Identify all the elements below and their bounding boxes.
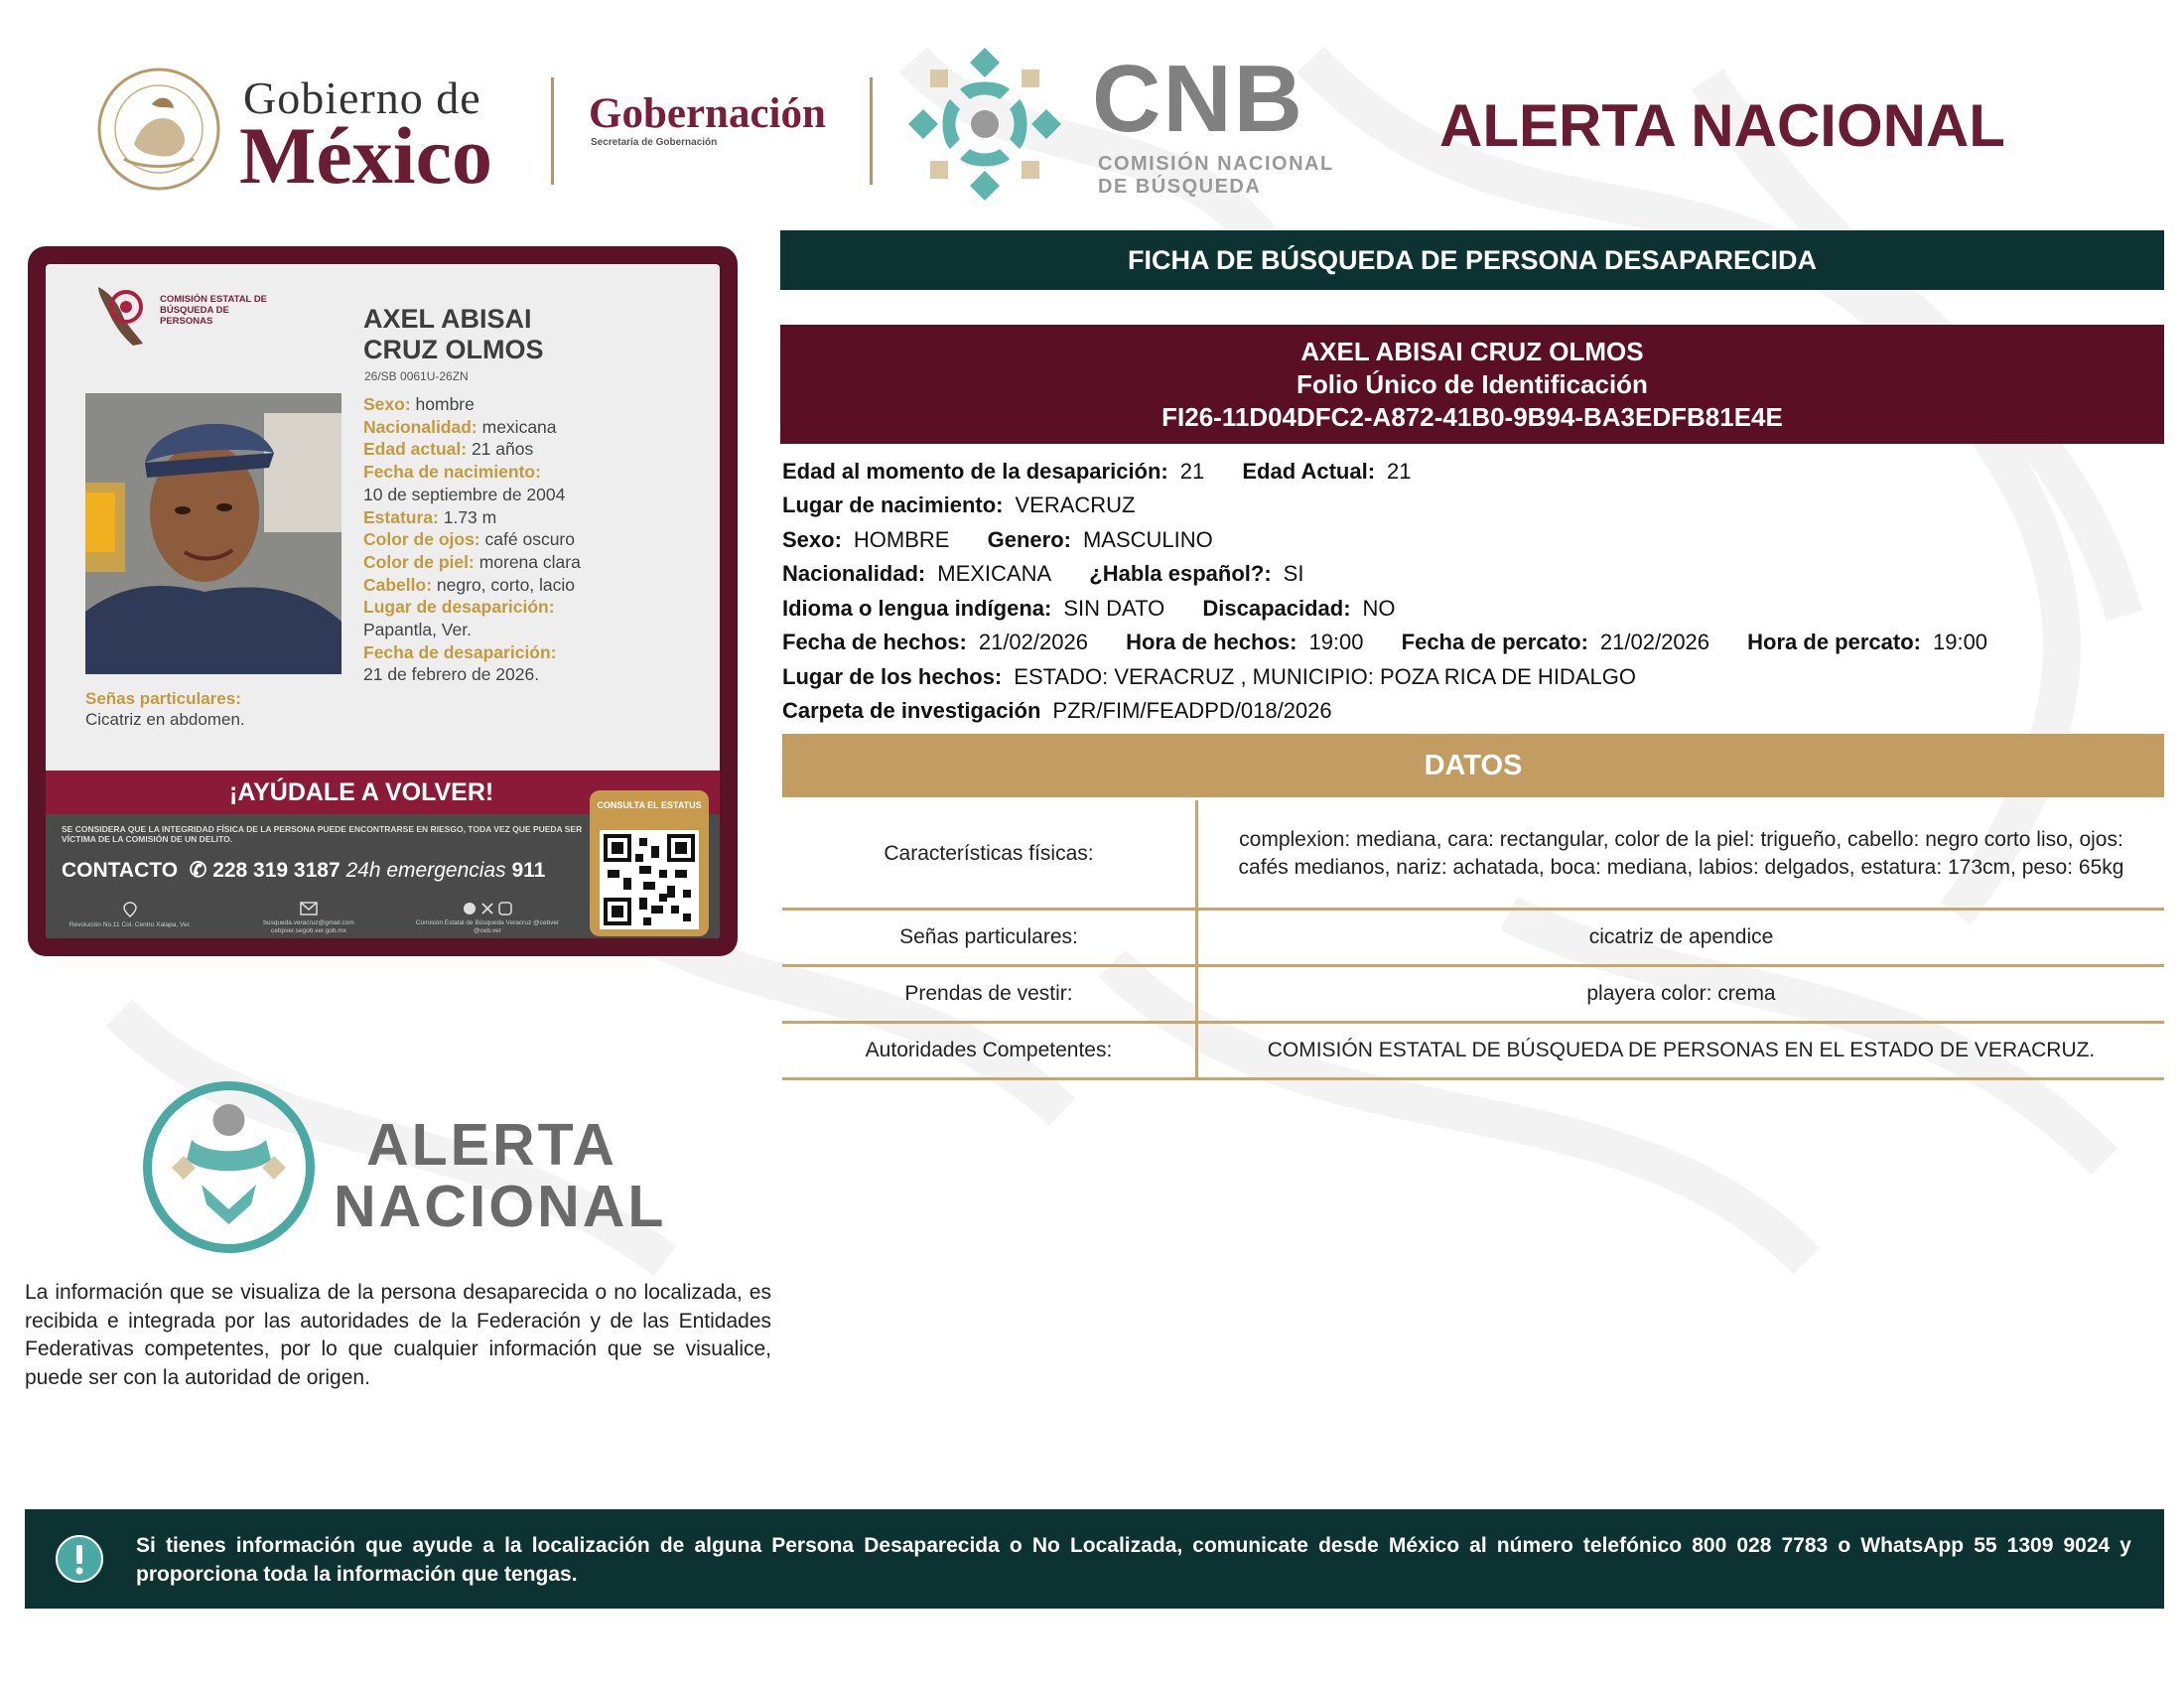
disclaimer: La información que se visualiza de la persona desaparecida o no localizada, es recibida e integrada por las autoridades de la Federación y de las Entidades Federativas competentes, por lo que cualquier información que se visualice, puede ser con la autoridad de origen.	[25, 1281, 771, 1389]
cnb-logo-text: CNB	[1092, 46, 1304, 152]
field-value: NO	[1362, 596, 1396, 621]
poster-field-value: café oscuro	[484, 529, 575, 550]
contact-label: CONTACTO	[62, 859, 179, 882]
poster-field-value: 21 de febrero de 2026.	[363, 664, 540, 685]
field-row	[782, 527, 1245, 553]
poster-field-value: 10 de septiembre de 2004	[363, 484, 566, 504]
field-value: 19:00	[1932, 630, 1988, 654]
poster-field-label: Color de piel:	[363, 551, 475, 572]
datos-label: Señas particulares:	[782, 910, 1197, 966]
search-poster	[28, 246, 738, 956]
poster-field-label: Sexo:	[363, 394, 411, 414]
poster-social	[413, 902, 562, 935]
poster-field	[363, 461, 711, 484]
poster-field-value: negro, corto, lacio	[436, 574, 576, 595]
phone-icon: ✆	[183, 859, 207, 882]
table-row	[782, 910, 2164, 966]
field-row	[782, 459, 1443, 485]
logo-line2: NACIONAL	[334, 1174, 667, 1239]
header-divider	[551, 77, 554, 185]
poster-field-value: Papantla, Ver.	[363, 620, 472, 640]
contact-phone: 228 319 3187	[212, 859, 341, 882]
cnb-emblem-icon	[900, 40, 1069, 209]
poster-field	[363, 596, 711, 619]
datos-value: complexion: mediana, cara: rectangular, color de la piel: trigueño, cabello: negro corto liso, ojos: cafés medianos, nariz: achatada, boca: mediana, labios: delgados, estatura: 173cm, peso: 65kg	[1197, 800, 2165, 910]
poster-field-label: Nacionalidad:	[363, 416, 478, 437]
poster-field-label: Estatura:	[363, 506, 439, 527]
gobernacion-logo: Gobernación	[589, 90, 826, 137]
field-value: SI	[1283, 561, 1304, 586]
folio-label: Folio Único de Identificación	[1297, 369, 1648, 399]
field-value: 19:00	[1308, 630, 1364, 654]
field-value: ESTADO: VERACRUZ , MUNICIPIO: POZA RICA DE HIDALGO	[1014, 664, 1636, 689]
poster-field	[363, 528, 711, 551]
field-row	[782, 492, 1167, 518]
poster-address	[56, 902, 205, 929]
mail-icon	[300, 902, 318, 915]
person-photo	[85, 393, 341, 674]
field-value: 21/02/2026	[978, 630, 1088, 654]
field-row	[782, 664, 1668, 690]
datos-label: Características físicas:	[782, 800, 1197, 910]
datos-value: COMISIÓN ESTATAL DE BÚSQUEDA DE PERSONAS EN EL ESTADO DE VERACRUZ.	[1197, 1023, 2165, 1079]
folio-value: FI26-11D04DFC2-A872-41B0-9B94-BA3EDFB81E4E	[1161, 402, 1783, 432]
poster-address-text: Revolución No.11 Col. Centro Xalapa, Ver.	[68, 921, 192, 928]
table-row	[782, 1023, 2164, 1079]
poster-email-text: busqueda.veracruz@gmail.com cebpver.segob.ver.gob.mx	[263, 919, 354, 934]
field-label: Lugar de los hechos:	[782, 664, 1003, 689]
qr-panel	[590, 790, 709, 936]
alerta-nacional-logo	[334, 1114, 666, 1237]
poster-field-value: 1.73 m	[443, 506, 497, 527]
field-row	[782, 630, 2019, 655]
table-row	[782, 800, 2164, 910]
poster-field	[363, 551, 711, 574]
poster-organization: COMISIÓN ESTATAL DE BÚSQUEDA DE PERSONAS	[160, 294, 268, 327]
datos-value: cicatriz de apendice	[1197, 910, 2165, 966]
field-row	[782, 698, 1364, 724]
datos-value: playera color: crema	[1197, 966, 2165, 1023]
table-row	[782, 966, 2164, 1023]
cnb-subtitle	[1098, 153, 1334, 199]
poster-field	[363, 619, 711, 641]
poster-field-value: 21 años	[471, 439, 534, 460]
poster-field-label: Cabello:	[363, 574, 433, 595]
header-divider	[870, 77, 873, 185]
field-label: Sexo:	[782, 527, 842, 552]
poster-senas	[85, 688, 245, 730]
location-pin-icon	[123, 902, 137, 917]
poster-code: 26/SB 0061U-26ZN	[364, 369, 469, 383]
poster-field	[363, 574, 711, 597]
veracruz-map-icon	[93, 282, 153, 348]
footer-text: Si tienes información que ayude a la localización de alguna Persona Desaparecida o No Localizada, comunicate desde México al número telefónico 800 028 7783 o WhatsApp 55 1309 9024 y proporciona toda la información que tengas.	[136, 1534, 2131, 1586]
field-label: Fecha de percato:	[1401, 630, 1588, 654]
field-label: Nacionalidad:	[782, 561, 926, 586]
poster-field-value: hombre	[415, 394, 475, 414]
gobierno-line2: México	[239, 110, 492, 201]
poster-field-label: Edad actual:	[363, 439, 468, 460]
qr-label: CONSULTA EL ESTATUS	[597, 800, 702, 810]
poster-field-label: Lugar de desaparición:	[363, 597, 555, 618]
field-label: Edad al momento de la desaparición:	[782, 459, 1168, 484]
contact-911: 911	[511, 859, 546, 882]
poster-field	[363, 663, 711, 686]
contact-emergency: 24h emergencias	[345, 859, 506, 882]
gobierno-logo	[94, 60, 521, 199]
poster-field	[363, 416, 711, 439]
alert-icon	[55, 1534, 104, 1584]
poster-field-value: mexicana	[481, 416, 557, 437]
poster-field	[363, 641, 711, 664]
person-name: AXEL ABISAI CRUZ OLMOS	[1300, 337, 1644, 366]
poster-banner-text: ¡AYÚDALE A VOLVER!	[229, 778, 494, 806]
datos-table	[782, 800, 2164, 1080]
poster-name-line2: CRUZ OLMOS	[363, 335, 544, 364]
page-title: ALERTA NACIONAL	[1439, 92, 2005, 159]
field-label: ¿Habla español?:	[1089, 561, 1272, 586]
gobierno-line1: Gobierno de	[243, 72, 481, 123]
poster-field-label: Fecha de desaparición:	[363, 641, 557, 662]
cnb-subtitle-line2: DE BÚSQUEDA	[1098, 176, 1262, 198]
social-icons	[463, 902, 512, 915]
poster-email	[234, 902, 383, 935]
field-row	[782, 561, 1335, 587]
field-value: SIN DATO	[1063, 596, 1165, 621]
poster-fields	[363, 393, 711, 686]
field-label: Carpeta de investigación	[782, 698, 1041, 723]
identity-box	[780, 325, 2164, 444]
field-label: Idioma o lengua indígena:	[782, 596, 1052, 621]
poster-contact	[62, 858, 545, 883]
field-label: Fecha de hechos:	[782, 630, 967, 654]
field-value: 21	[1179, 459, 1205, 484]
field-label: Discapacidad:	[1202, 596, 1351, 621]
field-label: Edad Actual:	[1242, 459, 1376, 484]
national-seal-icon	[94, 65, 223, 194]
poster-senas-value: Cicatriz en abdomen.	[85, 710, 245, 729]
poster-field-value: morena clara	[478, 551, 581, 572]
poster-field	[363, 484, 711, 506]
qr-code[interactable]	[600, 830, 699, 929]
poster-social-text: Comisión Estatal de Búsqueda Veracruz @cebver @ceb.ver	[415, 919, 560, 934]
field-value: HOMBRE	[853, 527, 950, 552]
poster-field	[363, 506, 711, 529]
field-value: 21	[1387, 459, 1412, 484]
poster-person-name	[363, 304, 691, 365]
datos-header: DATOS	[782, 734, 2164, 797]
footer-bar	[25, 1509, 2164, 1609]
field-value: MASCULINO	[1082, 527, 1213, 552]
logo-line1: ALERTA	[366, 1112, 617, 1178]
poster-senas-label: Señas particulares:	[85, 689, 241, 708]
field-value: MEXICANA	[937, 561, 1052, 586]
gobernacion-subtitle: Secretaría de Gobernación	[591, 137, 718, 148]
poster-name-line1: AXEL ABISAI	[363, 304, 532, 334]
field-value: VERACRUZ	[1015, 492, 1136, 517]
field-label: Hora de percato:	[1747, 630, 1921, 654]
field-label: Genero:	[987, 527, 1071, 552]
datos-label: Prendas de vestir:	[782, 966, 1197, 1023]
field-value: 21/02/2026	[1599, 630, 1710, 654]
poster-field-label: Color de ojos:	[363, 529, 480, 550]
field-label: Lugar de nacimiento:	[782, 492, 1004, 517]
poster-contact-bar	[46, 800, 720, 938]
field-label: Hora de hechos:	[1126, 630, 1297, 654]
poster-body	[46, 264, 720, 938]
ficha-title: FICHA DE BÚSQUEDA DE PERSONA DESAPARECIDA	[780, 230, 2164, 290]
datos-label: Autoridades Competentes:	[782, 1023, 1197, 1079]
poster-field	[363, 393, 711, 416]
alerta-nacional-emblem-icon	[142, 1080, 316, 1254]
poster-field	[363, 438, 711, 461]
field-value: PZR/FIM/FEADPD/018/2026	[1052, 698, 1332, 723]
cnb-subtitle-line1: COMISIÓN NACIONAL	[1098, 153, 1334, 175]
field-row	[782, 596, 1428, 622]
poster-field-label: Fecha de nacimiento:	[363, 462, 541, 483]
poster-warning: SE CONSIDERA QUE LA INTEGRIDAD FÍSICA DE LA PERSONA PUEDE ENCONTRARSE EN RIESGO, TODA VEZ QUE PUEDA SER VÍCTIMA DE LA COMISIÓN DE UN DELITO.	[62, 824, 583, 844]
